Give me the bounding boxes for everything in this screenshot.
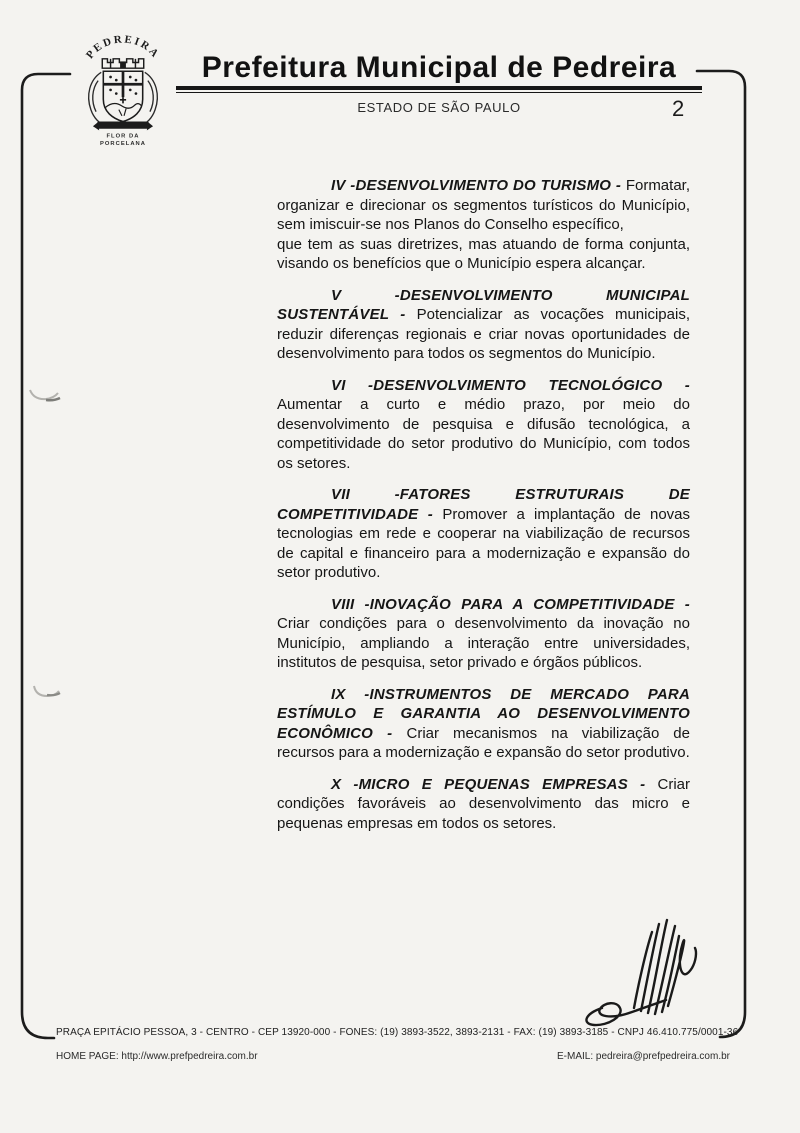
- letterhead: [176, 52, 702, 115]
- footer-address-line: PRAÇA EPITÁCIO PESSOA, 3 - CENTRO - CEP 13920-000 - FONES: (19) 3893-3522, 3893-2131 - FAX: (19) 3893-3185 - CNPJ 46.410.775/0001-36: [56, 1027, 739, 1038]
- section-body: Potencializar as vocações municipais, reduzir diferenças regionais e criar novas oportunidades de desenvolvimento para todos os segmentos do Município.: [277, 306, 690, 362]
- section-body-continued: que tem as suas diretrizes, mas atuando de forma conjunta, visando os benefícios que o Município espera alcançar.: [277, 235, 690, 272]
- footer-homepage: HOME PAGE: http://www.prefpedreira.com.br: [56, 1051, 258, 1062]
- section-paragraph: [277, 176, 690, 274]
- svg-text:PEDREIRA: [84, 35, 162, 61]
- section-paragraph: [277, 775, 690, 834]
- section-paragraph: [277, 595, 690, 673]
- state-subtitle: ESTADO DE SÃO PAULO: [357, 100, 521, 116]
- document-body: [277, 176, 690, 833]
- title-underline: [176, 86, 702, 93]
- footer-email: E-MAIL: pedreira@prefpedreira.com.br: [557, 1051, 730, 1062]
- motto-line1: FLOR DA: [106, 133, 140, 140]
- section-body: Promover a implantação de novas tecnologias em rede e cooperar na viabilização de recursos de capital e financeiro para a modernização e expansão do setor produtivo.: [277, 505, 690, 581]
- section-heading: VIII -INOVAÇÃO PARA A COMPETITIVIDADE -: [331, 595, 690, 613]
- organization-title: Prefeitura Municipal de Pedreira: [201, 51, 677, 84]
- crown-icon: [102, 59, 143, 68]
- city-coat-of-arms: [70, 35, 176, 149]
- shield-icon: [103, 71, 142, 121]
- section-body: Aumentar a curto e médio prazo, por meio do desenvolvimento de pesquisa e difusão tecnológica, a competitividade do setor produtivo do Município, com todos os setores.: [277, 396, 690, 472]
- section-heading: VI -DESENVOLVIMENTO TECNOLÓGICO -: [331, 376, 690, 394]
- section-heading: V -DESENVOLVIMENTO MUNICIPAL SUSTENTÁVEL -: [277, 286, 690, 323]
- section-paragraph: [277, 685, 690, 763]
- motto-banner: [93, 122, 153, 147]
- section-heading: IX -INSTRUMENTOS DE MERCADO PARA ESTÍMULO E GARANTIA AO DESENVOLVIMENTO ECONÔMICO -: [277, 685, 690, 742]
- section-heading: IV -DESENVOLVIMENTO DO TURISMO -: [331, 177, 626, 194]
- motto-line2: PORCELANA: [99, 140, 147, 147]
- logo-city-name: PEDREIRA: [83, 35, 163, 62]
- signature-handwriting: [580, 908, 718, 1036]
- page-number: 2: [672, 96, 685, 121]
- section-body: Criar mecanismos na viabilização de recursos para a modernização e expansão do setor produtivo.: [277, 724, 690, 761]
- section-heading: VII -FATORES ESTRUTURAIS DE COMPETITIVIDADE -: [277, 486, 690, 523]
- section-body: Criar condições para o desenvolvimento da inovação no Município, ampliando a interação entre universidades, institutos de pesquisa, setor privado e órgãos públicos.: [277, 615, 690, 671]
- section-paragraph: [277, 286, 690, 364]
- section-body: Formatar, organizar e direcionar os segmentos turísticos do Município, sem imiscuir-se nos Planos do Conselho específico,: [277, 177, 690, 233]
- section-body: Criar condições favoráveis ao desenvolvimento das micro e pequenas empresas em todos os setores.: [277, 775, 690, 832]
- scan-artifact-marks: [30, 390, 60, 696]
- section-heading: X -MICRO E PEQUENAS EMPRESAS -: [331, 775, 658, 793]
- section-paragraph: [277, 485, 690, 583]
- section-paragraph: [277, 376, 690, 474]
